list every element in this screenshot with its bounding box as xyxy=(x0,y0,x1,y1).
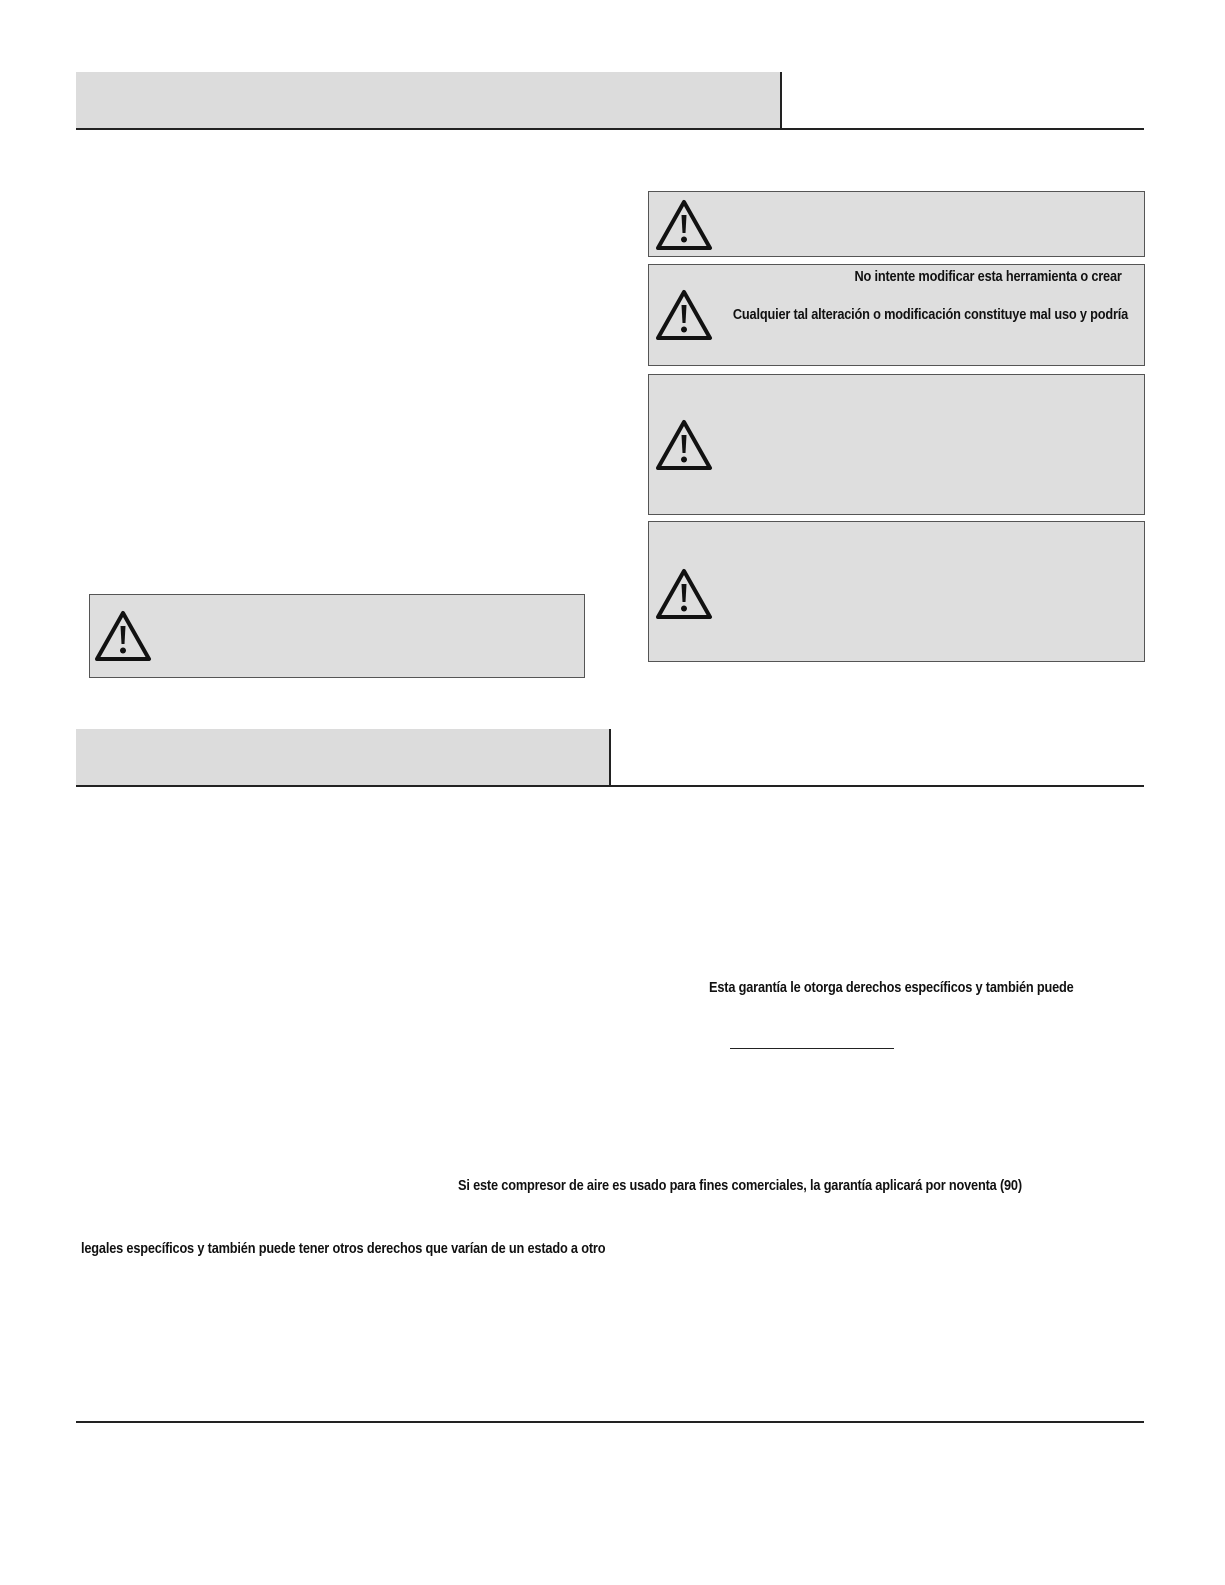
warranty-legal-text: legales específicos y también puede tener otros derechos que varían de un estado a otro xyxy=(81,1241,606,1257)
section-header-divider-top xyxy=(780,72,782,129)
section-header-divider-warranty xyxy=(609,729,611,786)
warning-modify-line-2: Cualquier tal alteración o modificación constituye mal uso y podría xyxy=(732,307,1128,323)
warning-box-1 xyxy=(648,191,1145,257)
section-header-bar-top xyxy=(76,72,780,128)
warranty-commercial-text: Si este compresor de aire es usado para fines comerciales, la garantía aplicará por noventa (90) xyxy=(458,1178,1022,1194)
underline-blank xyxy=(730,1048,894,1049)
warning-triangle-icon xyxy=(655,568,713,620)
section-header-bar-warranty xyxy=(76,729,610,785)
warranty-rights-text: Esta garantía le otorga derechos específicos y también puede xyxy=(709,980,1074,996)
warning-triangle-icon xyxy=(655,289,713,341)
warning-triangle-icon xyxy=(655,199,713,251)
warning-triangle-icon xyxy=(94,610,152,662)
warning-modify-line-1: No intente modificar esta herramienta o crear xyxy=(854,269,1122,285)
warning-box-left xyxy=(89,594,585,678)
section-header-rule-top xyxy=(76,128,1144,130)
section-header-rule-warranty xyxy=(76,785,1144,787)
warning-box-3 xyxy=(648,374,1145,515)
footer-rule xyxy=(76,1421,1144,1423)
warning-box-modify xyxy=(648,264,1145,366)
warning-triangle-icon xyxy=(655,419,713,471)
warning-box-4 xyxy=(648,521,1145,662)
